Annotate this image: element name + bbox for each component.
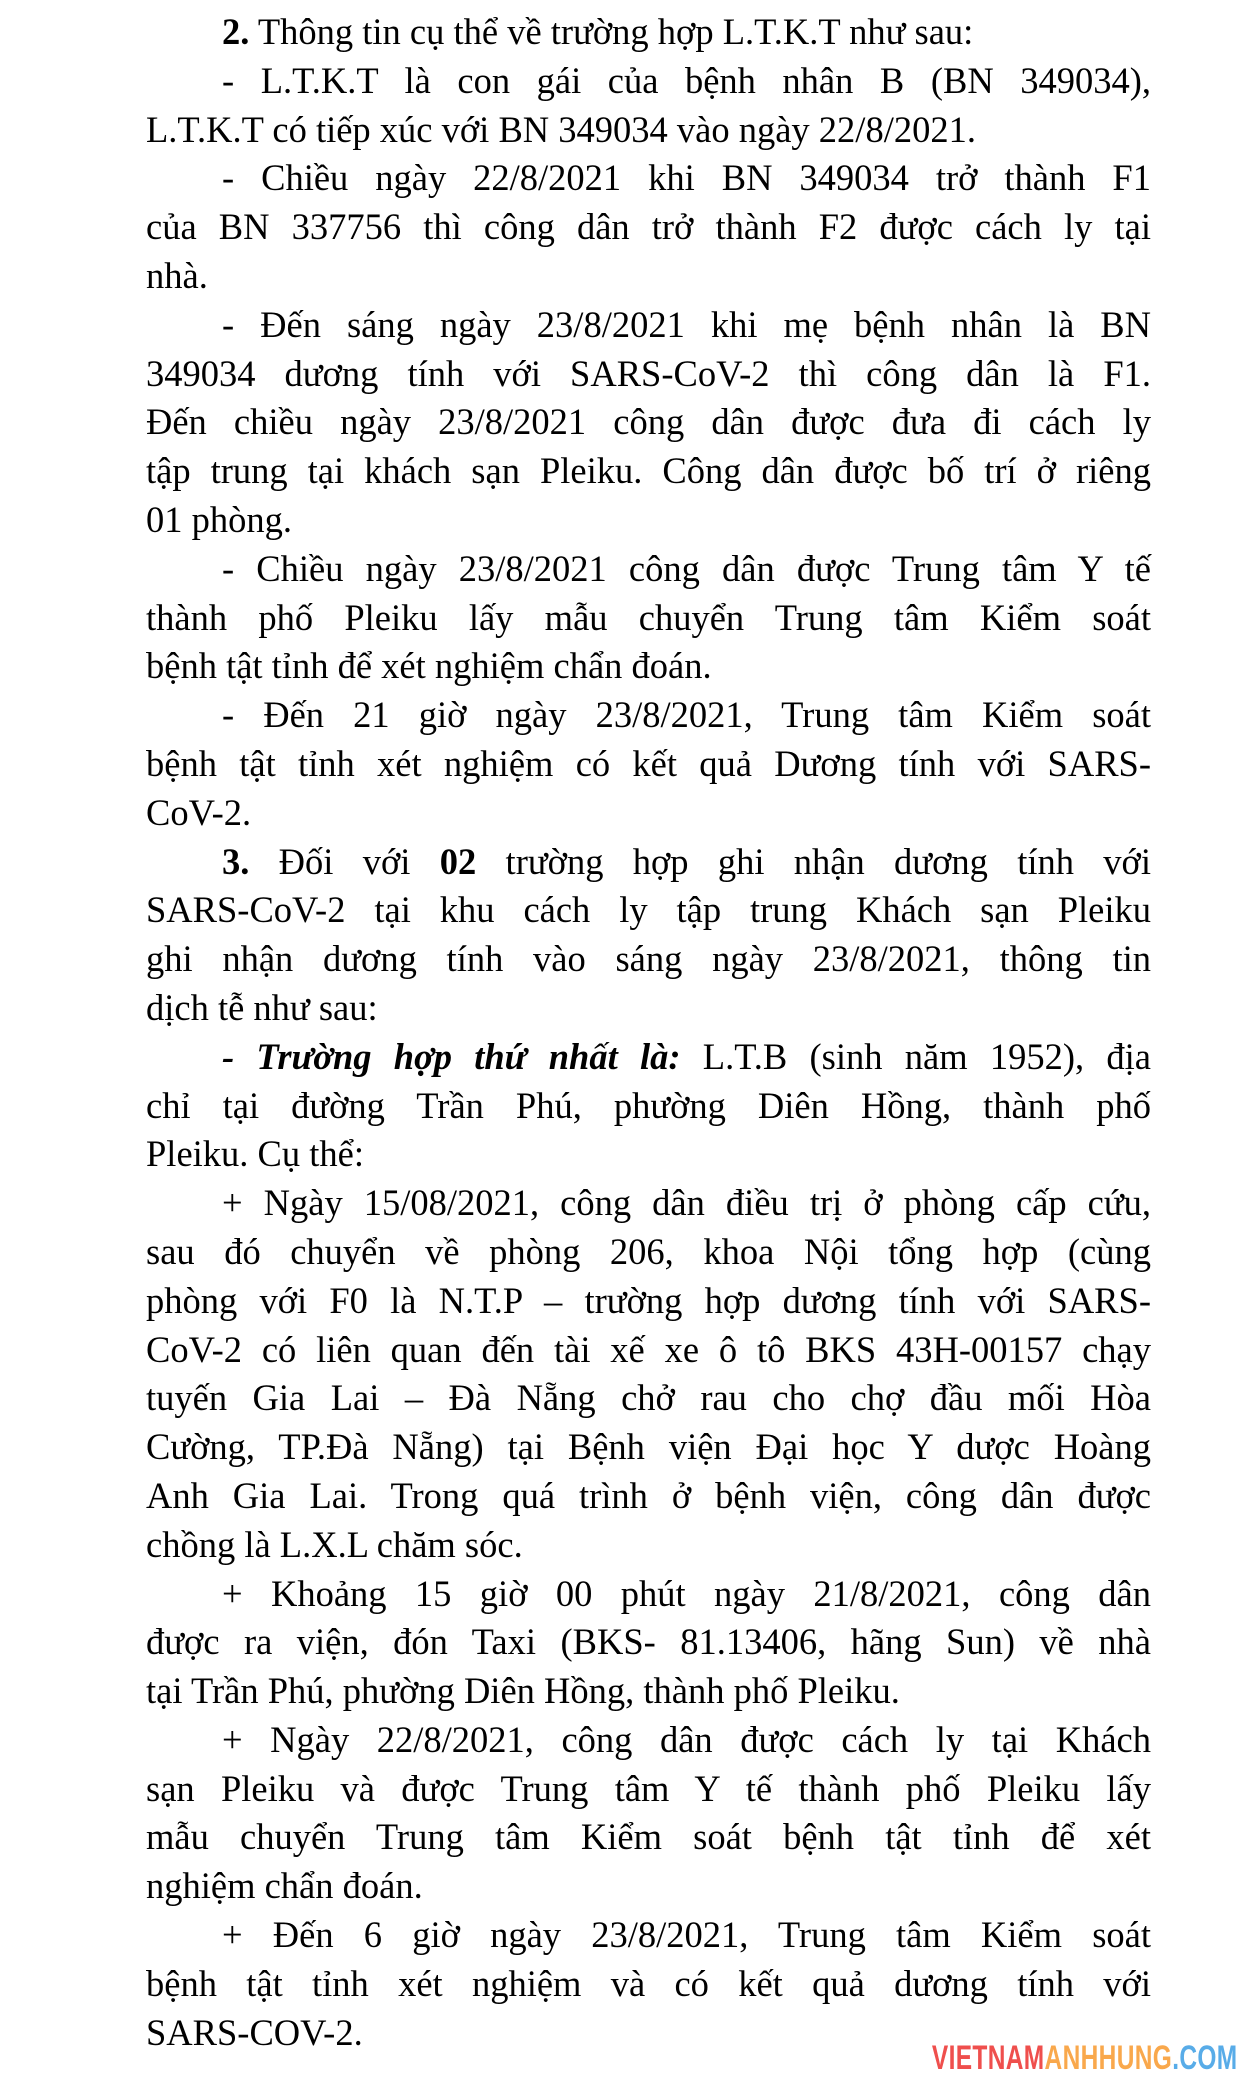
text-run: thành phố Pleiku lấy mẫu chuyển Trung tâm Kiểm soát xyxy=(146,596,1151,638)
text-run: - Chiều ngày 23/8/2021 công dân được Trung tâm Y tế xyxy=(222,547,1151,589)
text-run: Thông tin cụ thể về trường hợp L.T.K.T như sau: xyxy=(249,11,974,52)
paragraph xyxy=(146,838,1151,1033)
text-line xyxy=(146,8,1151,57)
paragraph xyxy=(146,8,1151,57)
text-run: CoV-2 có liên quan đến tài xế xe ô tô BKS 43H-00157 chạy xyxy=(146,1328,1151,1370)
text-run: trường hợp ghi nhận dương tính với xyxy=(476,840,1151,882)
text-run: CoV-2. xyxy=(146,791,252,833)
document-body xyxy=(146,8,1151,2057)
text-line xyxy=(146,1521,1151,1570)
text-line xyxy=(146,1179,1151,1228)
text-line xyxy=(146,935,1151,984)
text-run: chỉ tại đường Trần Phú, phường Diên Hồng, thành phố xyxy=(146,1084,1151,1126)
text-run: - Đến sáng ngày 23/8/2021 khi mẹ bệnh nhân là BN xyxy=(222,303,1151,345)
text-line xyxy=(146,886,1151,935)
text-run: - Đến 21 giờ ngày 23/8/2021, Trung tâm Kiểm soát xyxy=(222,694,1151,736)
paragraph xyxy=(146,1911,1151,2057)
text-run: sạn Pleiku và được Trung tâm Y tế thành phố Pleiku lấy xyxy=(146,1767,1151,1809)
text-line xyxy=(146,1862,1151,1911)
text-run: mẫu chuyển Trung tâm Kiểm soát bệnh tật tỉnh để xét xyxy=(146,1816,1151,1858)
text-run: SARS-CoV-2 tại khu cách ly tập trung Khách sạn Pleiku xyxy=(146,889,1151,931)
text-line xyxy=(146,1667,1151,1716)
text-run: tập trung tại khách sạn Pleiku. Công dân được bố trí ở riêng xyxy=(146,450,1151,492)
text-run: + Ngày 22/8/2021, công dân được cách ly tại Khách xyxy=(222,1718,1151,1760)
text-run: 01 phòng. xyxy=(146,498,292,540)
text-run: bệnh tật tỉnh xét nghiệm và có kết quả dương tính với xyxy=(146,1962,1151,2004)
text-run: + Đến 6 giờ ngày 23/8/2021, Trung tâm Kiểm soát xyxy=(222,1914,1151,1956)
text-run: + Ngày 15/08/2021, công dân điều trị ở phòng cấp cứu, xyxy=(222,1182,1151,1224)
paragraph xyxy=(146,545,1151,691)
text-line xyxy=(146,1570,1151,1619)
text-line xyxy=(146,447,1151,496)
text-run: dịch tễ như sau: xyxy=(146,986,378,1028)
watermark-segment: ANHHUNG xyxy=(1044,2039,1173,2077)
text-line xyxy=(146,1374,1151,1423)
text-line xyxy=(146,789,1151,838)
text-line xyxy=(146,252,1151,301)
text-run: Anh Gia Lai. Trong quá trình ở bệnh viện, công dân được xyxy=(146,1474,1151,1516)
text-line xyxy=(146,984,1151,1033)
text-line xyxy=(146,1813,1151,1862)
text-line xyxy=(146,398,1151,447)
paragraph xyxy=(146,57,1151,155)
paragraph xyxy=(146,1570,1151,1716)
watermark-segment: .COM xyxy=(1172,2039,1238,2077)
text-line xyxy=(146,740,1151,789)
text-run: - Trường hợp thứ nhất là: xyxy=(222,1035,681,1077)
paragraph xyxy=(146,1033,1151,1179)
text-run: nhà. xyxy=(146,254,208,296)
text-line xyxy=(146,301,1151,350)
text-run: tuyến Gia Lai – Đà Nẵng chở rau cho chợ đầu mối Hòa xyxy=(146,1377,1151,1419)
text-line xyxy=(146,1277,1151,1326)
text-run: nghiệm chẩn đoán. xyxy=(146,1865,423,1907)
text-line xyxy=(146,838,1151,887)
text-line xyxy=(146,57,1151,106)
text-line xyxy=(146,1423,1151,1472)
text-line xyxy=(146,350,1151,399)
paragraph xyxy=(146,1179,1151,1569)
text-run: Đối với xyxy=(249,840,440,882)
watermark xyxy=(932,2041,1238,2075)
paragraph xyxy=(146,154,1151,300)
text-line xyxy=(146,594,1151,643)
text-run: SARS-COV-2. xyxy=(146,2011,363,2053)
text-line xyxy=(146,1911,1151,1960)
text-line xyxy=(146,1326,1151,1375)
text-line xyxy=(146,1618,1151,1667)
text-line xyxy=(146,1765,1151,1814)
text-line xyxy=(146,106,1151,155)
text-run: phòng với F0 là N.T.P – trường hợp dương tính với SARS- xyxy=(146,1279,1151,1321)
text-line xyxy=(146,1033,1151,1082)
text-run: - L.T.K.T là con gái của bệnh nhân B (BN 349034), xyxy=(222,59,1151,101)
text-run: 349034 dương tính với SARS-CoV-2 thì công dân là F1. xyxy=(146,352,1151,394)
text-run: sau đó chuyển về phòng 206, khoa Nội tổng hợp (cùng xyxy=(146,1230,1151,1272)
text-run: Đến chiều ngày 23/8/2021 công dân được đưa đi cách ly xyxy=(146,401,1151,443)
text-line xyxy=(146,1716,1151,1765)
text-run: Cường, TP.Đà Nẵng) tại Bệnh viện Đại học Y dược Hoàng xyxy=(146,1426,1151,1468)
text-line xyxy=(146,496,1151,545)
text-line xyxy=(146,691,1151,740)
text-line xyxy=(146,1228,1151,1277)
text-line xyxy=(146,1082,1151,1131)
text-line xyxy=(146,154,1151,203)
text-run: 02 xyxy=(439,840,477,882)
text-run: - Chiều ngày 22/8/2021 khi BN 349034 trở thành F1 xyxy=(222,157,1151,199)
text-run: chồng là L.X.L chăm sóc. xyxy=(146,1523,523,1565)
text-line xyxy=(146,642,1151,691)
text-run: 2. xyxy=(222,11,250,52)
paragraph xyxy=(146,301,1151,545)
text-run: bệnh tật tỉnh để xét nghiệm chẩn đoán. xyxy=(146,645,712,687)
text-line xyxy=(146,203,1151,252)
text-run: L.T.B (sinh năm 1952), địa xyxy=(680,1035,1151,1077)
text-run: 3. xyxy=(222,840,250,882)
text-run: tại Trần Phú, phường Diên Hồng, thành phố Pleiku. xyxy=(146,1670,900,1712)
text-line xyxy=(146,1472,1151,1521)
text-run: ghi nhận dương tính vào sáng ngày 23/8/2021, thông tin xyxy=(146,938,1151,980)
text-run: được ra viện, đón Taxi (BKS- 81.13406, hãng Sun) về nhà xyxy=(146,1621,1151,1663)
text-line xyxy=(146,545,1151,594)
text-run: L.T.K.T có tiếp xúc với BN 349034 vào ngày 22/8/2021. xyxy=(146,108,976,150)
text-run: + Khoảng 15 giờ 00 phút ngày 21/8/2021, công dân xyxy=(222,1572,1151,1614)
text-line xyxy=(146,1960,1151,2009)
text-run: của BN 337756 thì công dân trở thành F2 được cách ly tại xyxy=(146,206,1151,248)
paragraph xyxy=(146,691,1151,837)
text-run: Pleiku. Cụ thể: xyxy=(146,1133,364,1175)
text-run: bệnh tật tỉnh xét nghiệm có kết quả Dương tính với SARS- xyxy=(146,742,1151,784)
watermark-segment: VIETNAM xyxy=(932,2039,1045,2077)
paragraph xyxy=(146,1716,1151,1911)
text-line xyxy=(146,1130,1151,1179)
